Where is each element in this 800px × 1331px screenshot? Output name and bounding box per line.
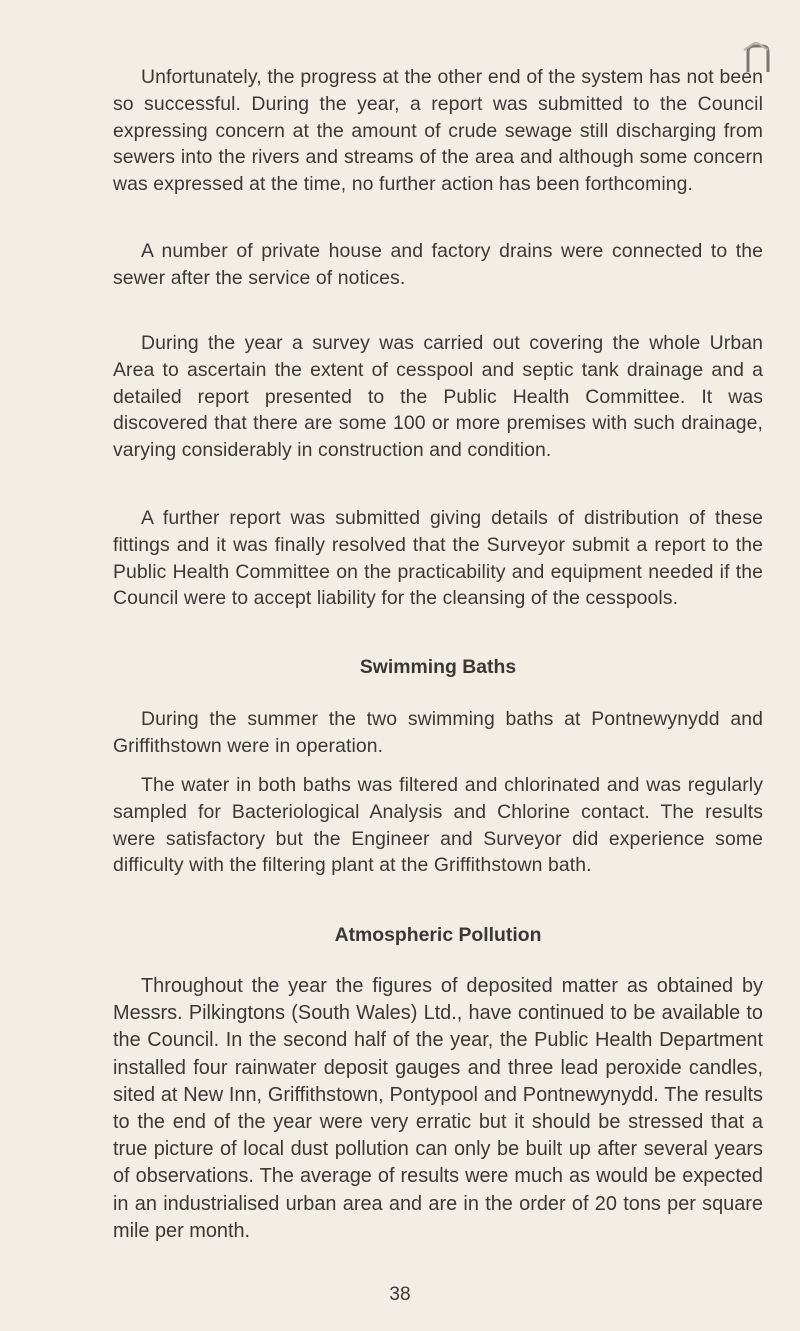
paragraph-further-report: A further report was submitted giving details of distribution of these fittings and it was finally resolved that the Surveyor submit a report to the Public Health Committee on the practicability and equipment needed if the Council were to accept liability for the cleansing of the cesspools. <box>113 507 763 610</box>
paragraph-drains-connected: A number of private house and factory drains were connected to the sewer after the service of notices. <box>113 240 763 289</box>
page-number: 38 <box>389 1284 411 1305</box>
paragraph-swimming-operation: During the summer the two swimming baths at Pontnewynydd and Griffithstown were in operation. <box>113 708 763 757</box>
paragraph-cesspool-survey: During the year a survey was carried out covering the whole Urban Area to ascertain the extent of cesspool and septic tank drainage and a detailed report presented to the Public Health Committee. It was discovered that there are some 100 or more premises with such drainage, varying considerably in construction and condition. <box>113 332 763 462</box>
heading-swimming-baths: Swimming Baths <box>359 656 517 678</box>
paragraph-deposited-matter: Throughout the year the figures of deposited matter as obtained by Messrs. Pilkingtons (South Wales) Ltd., have continued to be available to the Council. In the second half of the year, the Public Health Department installed four rainwater deposit gauges and three lead peroxide candles, sited at New Inn, Griffithstown, Pontypool and Pontnewynydd. The results to the end of the year were very erratic but it should be stressed that a true picture of local dust pollution can only be built up after several years of observations. The average of results were much as would be expected in an industrialised urban area and are in the order of 20 tons per square mile per month. <box>113 975 763 1242</box>
heading-atmospheric-pollution: Atmospheric Pollution <box>334 924 542 946</box>
paragraph-water-filtering: The water in both baths was filtered and chlorinated and was regularly sampled for Bacteriological Analysis and Chlorine contact. The results were satisfactory but the Engineer and Surveyor did experience some difficulty with the filtering plant at the Griffithstown bath. <box>113 774 763 877</box>
paragraph-sewage-discharge: Unfortunately, the progress at the other end of the system has not been so successful. During the year, a report was submitted to the Council expressing concern at the amount of crude sewage still discharging from sewers into the rivers and streams of the area and although some concern was expressed at the time, no further action has been forthcoming. <box>113 66 763 196</box>
